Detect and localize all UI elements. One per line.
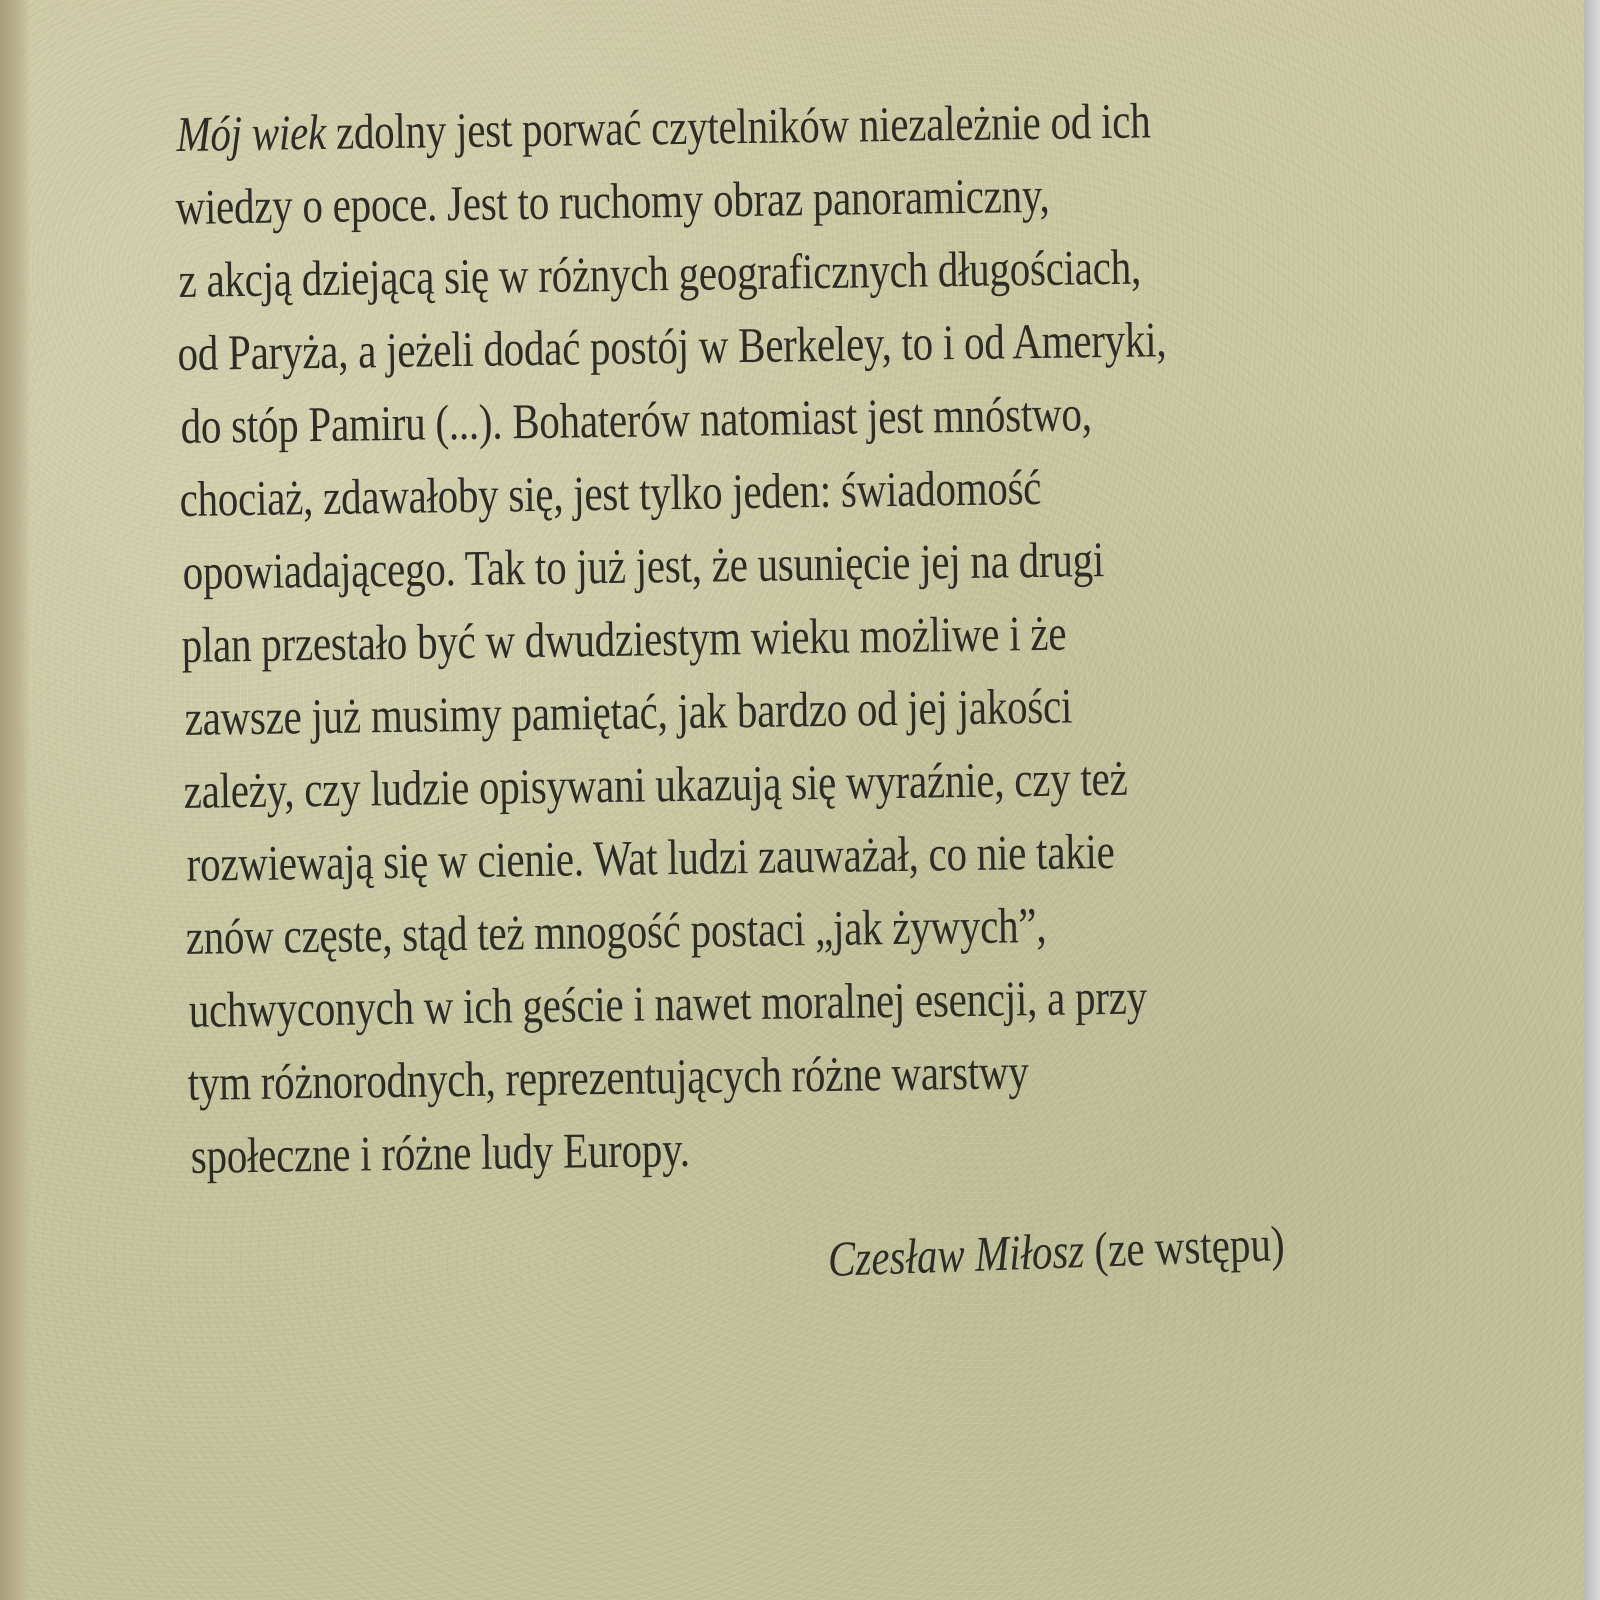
- quote-line-11: rozwiewają się w cienie. Wat ludzi zauważał, co nie takie: [186, 822, 1115, 892]
- cover-right-edge: [1584, 0, 1600, 1600]
- quote-block: [174, 81, 1389, 1193]
- quote-line-12: znów częste, stąd też mnogość postaci „jak żywych”,: [185, 896, 1047, 965]
- cover-left-edge: [0, 0, 30, 1600]
- quote-line-5: do stóp Pamiru (...). Bohaterów natomiast jest mnóstwo,: [180, 385, 1093, 454]
- author-name: Czesław Miłosz: [827, 1222, 1086, 1287]
- quote-line-1: [176, 84, 1159, 171]
- quote-line-13: uchwyconych w ich geście i nawet moralnej esencji, a przy: [188, 968, 1148, 1038]
- book-title: Mój wiek: [176, 103, 327, 162]
- quote-line-2: wiedzy o epoce. Jest to ruchomy obraz panoramiczny,: [175, 166, 1050, 235]
- quote-line-10: zależy, czy ludzie opisywani ukazują się wyraźnie, czy też: [183, 749, 1128, 819]
- quote-line-3: z akcją dziejącą się w różnych geograficznych długościach,: [178, 238, 1142, 308]
- quote-line-4: od Paryża, a jeżeli dodać postój w Berkeley, to i od Ameryki,: [177, 311, 1167, 381]
- quote-line-14: tym różnorodnych, reprezentujących różne warstwy: [187, 1043, 1029, 1111]
- quote-line-8: plan przestało być w dwudziestym wieku możliwe i że: [181, 604, 1067, 673]
- quote-line-6: chociaż, zdawałoby się, jest tylko jeden: świadomość: [179, 458, 1042, 527]
- quote-line-7: opowiadającego. Tak to już jest, że usunięcie jej na drugi: [182, 531, 1105, 600]
- quote-line-9: zawsze już musimy pamiętać, jak bardzo od jej jakości: [184, 677, 1073, 746]
- quote-line-1-text: zdolny jest porwać czytelników niezależnie od ich: [325, 92, 1151, 160]
- attribution-note: (ze wstępu): [1083, 1215, 1286, 1279]
- quote-line-15: społeczne i różne ludy Europy.: [190, 1120, 690, 1184]
- attribution: [827, 1214, 1285, 1288]
